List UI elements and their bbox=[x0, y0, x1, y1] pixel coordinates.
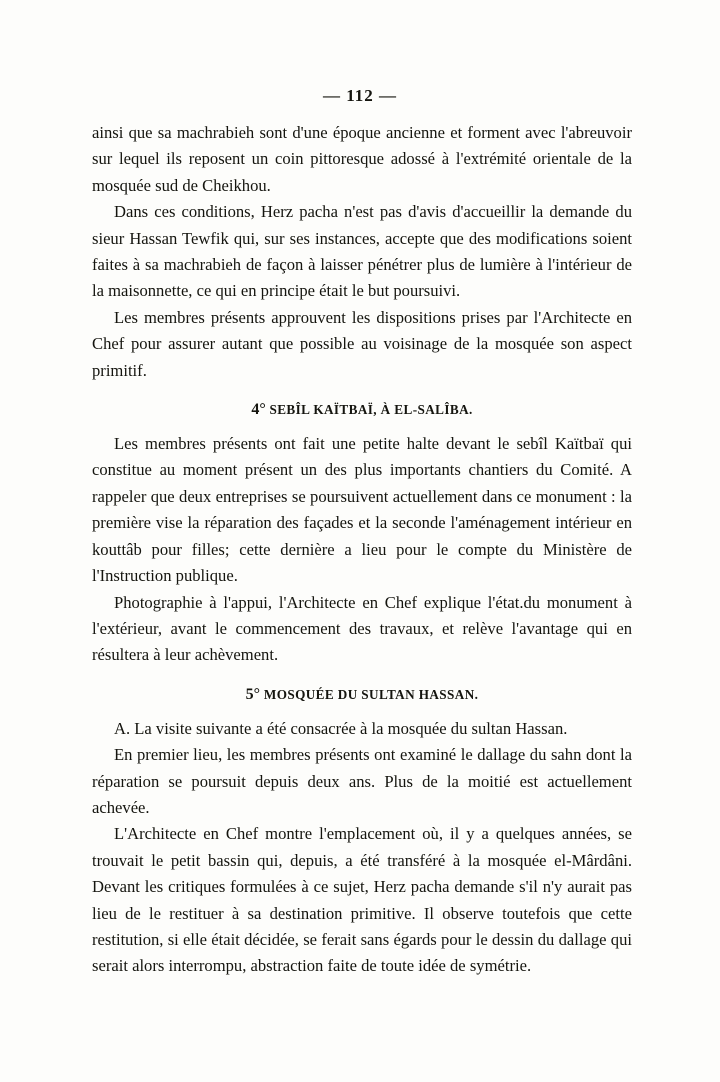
paragraph: Dans ces conditions, Herz pacha n'est pas d'avis d'accueillir la demande du sieur Hassan Tewfik qui, sur ses instances, accepte que des modifications soient faites à sa machrabieh de façon à laisser pénétrer plus de lumière à l'intérieur de la maisonnette, ce qui en principe était le but poursuivi. bbox=[92, 202, 632, 301]
paragraph: L'Architecte en Chef montre l'emplacement où, il y a quelques années, se trouvait le petit bassin qui, depuis, a été transféré à la mosquée el-Mârdâni. Devant les critiques formulées à ce sujet, Herz pacha demande s'il n'y aurait pas lieu de le restituer à sa destination primitive. Il observe toutefois que cette restitution, si elle était décidée, se ferait sans égards pour le dessin du dallage qui serait alors interrompu, abstraction faite de toute idée de symétrie. bbox=[92, 824, 632, 976]
paragraph: ainsi que sa machrabieh sont d'une époque ancienne et forment avec l'abreuvoir sur lequel ils reposent un coin pittoresque adossé à l'extrémité orientale de la mosquée sud de Cheikhou. bbox=[92, 123, 632, 195]
paragraph: A. La visite suivante a été consacrée à la mosquée du sultan Hassan. bbox=[114, 718, 568, 738]
section-number: 5° bbox=[245, 685, 261, 703]
section-number: 4° bbox=[251, 401, 266, 419]
page-content bbox=[92, 120, 632, 980]
section-title-text: MOSQUÉE DU SULTAN HASSAN. bbox=[263, 686, 479, 702]
section-heading-sebil-kaitbai bbox=[92, 401, 632, 419]
section-heading-mosquee-sultan-hassan bbox=[92, 686, 632, 704]
paragraph: Photographie à l'appui, l'Architecte en Chef explique l'état.du monument à l'extérieur, avant le commencement des travaux, et relève l'avantage qui en résultera à leur achèvement. bbox=[92, 592, 632, 665]
section-title-text: SEBÎL KAÏTBAÏ, À EL-SALÎBA. bbox=[269, 402, 473, 418]
page-header: — 112 — bbox=[322, 86, 398, 105]
paragraph: Les membres présents approuvent les dispositions prises par l'Architecte en Chef pour assurer autant que possible au voisinage de la mosquée son aspect primitif. bbox=[92, 307, 632, 380]
paragraph: Les membres présents ont fait une petite halte devant le sebîl Kaïtbaï qui constitue au moment présent un des plus importants chantiers du Comité. A rappeler que deux entreprises se poursuivent actuellement dans ce monument : la première vise la réparation des façades et la seconde l'aménagement intérieur en kouttâb pour filles; cette dernière a lieu pour le compte du Ministère de l'Instruction publique. bbox=[92, 434, 632, 586]
paragraph: En premier lieu, les membres présents ont examiné le dallage du sahn dont la réparation se poursuit depuis deux ans. Plus de la moitié est actuellement achevée. bbox=[92, 745, 632, 817]
